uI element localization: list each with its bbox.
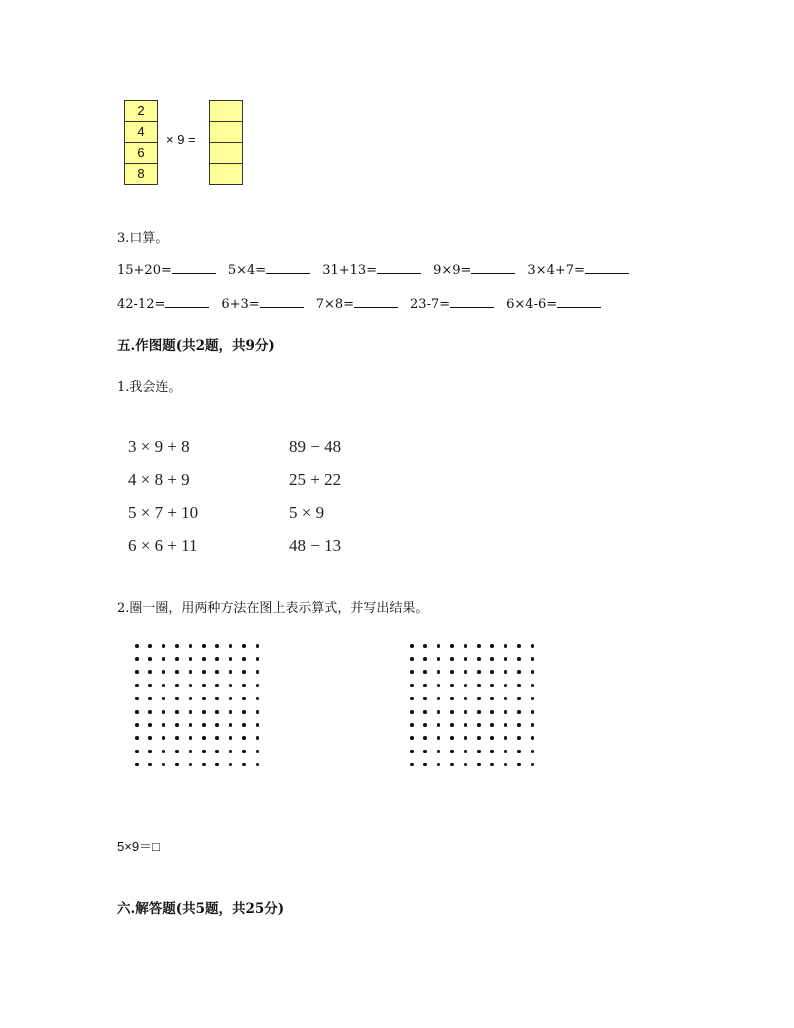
answer-blank[interactable] [354, 295, 398, 308]
dot [162, 684, 166, 688]
dot [464, 736, 468, 740]
dot [450, 644, 454, 648]
dot [256, 710, 260, 714]
dot [256, 657, 260, 661]
dot [189, 723, 193, 727]
dot [242, 697, 246, 701]
dot [135, 736, 139, 740]
dot [423, 657, 427, 661]
dot [477, 684, 481, 688]
dot [464, 710, 468, 714]
dot [175, 710, 179, 714]
dot [517, 723, 521, 727]
dot [148, 670, 152, 674]
left-cell: 6 [125, 143, 157, 164]
dot [189, 763, 193, 767]
dot [504, 657, 508, 661]
dot [423, 710, 427, 714]
dot [464, 723, 468, 727]
dot [148, 750, 152, 754]
dot [256, 670, 260, 674]
left-expression[interactable]: 3 × 9 + 8 [128, 437, 190, 456]
dot [517, 736, 521, 740]
dot [135, 763, 139, 767]
dot [189, 697, 193, 701]
dot [437, 750, 441, 754]
dot [256, 750, 260, 754]
dot [504, 710, 508, 714]
dot [410, 670, 414, 674]
dot [175, 670, 179, 674]
dot [423, 697, 427, 701]
dot [162, 670, 166, 674]
dot [504, 684, 508, 688]
left-cell: 8 [137, 166, 145, 181]
dot [162, 657, 166, 661]
dot [162, 723, 166, 727]
dot [202, 750, 206, 754]
dot [477, 750, 481, 754]
oral-expr: 31+13= [322, 263, 378, 278]
dot [490, 644, 494, 648]
answer-blank[interactable] [471, 261, 515, 274]
dot [162, 750, 166, 754]
dot [162, 697, 166, 701]
dot [202, 710, 206, 714]
dot [242, 710, 246, 714]
oral-expr: 15+20= [117, 263, 172, 278]
dot [135, 644, 139, 648]
dot [531, 684, 535, 688]
dot [229, 723, 233, 727]
dot [410, 723, 414, 727]
answer-cell[interactable] [210, 101, 242, 122]
dot [437, 736, 441, 740]
dot [148, 763, 152, 767]
dot [215, 763, 219, 767]
dot [464, 697, 468, 701]
dot [175, 723, 179, 727]
matching-title: 1.我会连。 [117, 380, 182, 395]
answer-blank[interactable] [260, 295, 304, 308]
dot [229, 736, 233, 740]
dot [477, 710, 481, 714]
dot [504, 750, 508, 754]
dot [531, 670, 535, 674]
dot [242, 736, 246, 740]
dot [410, 763, 414, 767]
oral-expr: 7×8= [315, 297, 355, 312]
answer-cell[interactable] [210, 143, 242, 164]
dot [189, 657, 193, 661]
dot [490, 657, 494, 661]
dot [135, 684, 139, 688]
dot [215, 644, 219, 648]
dot [162, 736, 166, 740]
dot [242, 684, 246, 688]
dot [531, 710, 535, 714]
dot [410, 644, 414, 648]
dot [410, 750, 414, 754]
dot [175, 697, 179, 701]
dot [531, 763, 535, 767]
dot [437, 657, 441, 661]
dot [437, 670, 441, 674]
dot [450, 697, 454, 701]
dot [490, 750, 494, 754]
dot [531, 750, 535, 754]
oral-expr: 6×4-6= [506, 297, 558, 312]
dot [189, 736, 193, 740]
dot-grid-left[interactable] [135, 644, 259, 766]
dot [450, 684, 454, 688]
dot [504, 736, 508, 740]
dot [242, 723, 246, 727]
oral-expr: 42-12= [117, 297, 166, 312]
dot [162, 710, 166, 714]
dot [410, 710, 414, 714]
dot [202, 657, 206, 661]
dot [477, 723, 481, 727]
dot [504, 670, 508, 674]
dot [517, 657, 521, 661]
dot [490, 670, 494, 674]
dot [189, 710, 193, 714]
dot [175, 684, 179, 688]
right-expression[interactable]: 48 − 13 [289, 536, 342, 555]
dot [531, 657, 535, 661]
dot [215, 684, 219, 688]
oral-expr: 9×9= [433, 263, 472, 278]
dot [477, 736, 481, 740]
dot [135, 710, 139, 714]
dot [464, 657, 468, 661]
dot [423, 670, 427, 674]
dot [202, 644, 206, 648]
answer-cell[interactable] [210, 122, 242, 143]
dot [504, 723, 508, 727]
left-expression[interactable]: 6 × 6 + 11 [128, 536, 198, 555]
dot [490, 697, 494, 701]
dot [531, 736, 535, 740]
dot [490, 736, 494, 740]
dot [437, 644, 441, 648]
dot [148, 657, 152, 661]
dot [531, 697, 535, 701]
dot [148, 644, 152, 648]
dot [202, 697, 206, 701]
dot [229, 710, 233, 714]
oral-expr: 5×4= [227, 263, 267, 278]
dot [437, 684, 441, 688]
dot [148, 710, 152, 714]
dot [215, 750, 219, 754]
dot [517, 684, 521, 688]
dot [202, 670, 206, 674]
dot [504, 763, 508, 767]
dot [437, 723, 441, 727]
dot [423, 644, 427, 648]
dot [477, 657, 481, 661]
dot [189, 684, 193, 688]
dot [517, 763, 521, 767]
dot [531, 644, 535, 648]
answer-blank[interactable] [450, 295, 494, 308]
dot [229, 684, 233, 688]
dot [242, 670, 246, 674]
dot [490, 710, 494, 714]
dot [477, 697, 481, 701]
dot [215, 736, 219, 740]
dot [229, 670, 233, 674]
dot [410, 736, 414, 740]
dot [242, 750, 246, 754]
oral-expr: 3×4+7= [527, 263, 585, 278]
dot [504, 644, 508, 648]
dot [450, 750, 454, 754]
dot [175, 657, 179, 661]
dot [175, 644, 179, 648]
answer-blank[interactable] [165, 295, 209, 308]
dot [490, 684, 494, 688]
right-expression[interactable]: 89 − 48 [289, 437, 342, 456]
dot [215, 710, 219, 714]
dot [437, 697, 441, 701]
dot [175, 750, 179, 754]
dot [450, 723, 454, 727]
dot [450, 710, 454, 714]
dot [202, 684, 206, 688]
dot [450, 657, 454, 661]
dot [242, 763, 246, 767]
dot [242, 644, 246, 648]
oral-calc-title: 3.口算。 [117, 231, 169, 246]
dot [242, 657, 246, 661]
oral-row-1 [117, 261, 629, 278]
dot [410, 684, 414, 688]
oral-expr: 23-7= [410, 297, 451, 312]
dot [410, 657, 414, 661]
answer-blank[interactable] [585, 261, 629, 274]
answer-column [209, 100, 243, 185]
dot [162, 763, 166, 767]
dot [504, 697, 508, 701]
times-operator: × 9 = [166, 132, 196, 147]
dot [189, 750, 193, 754]
dot [477, 644, 481, 648]
dot [215, 697, 219, 701]
answer-blank[interactable] [172, 261, 216, 274]
dot [229, 697, 233, 701]
dot [517, 644, 521, 648]
dot [215, 723, 219, 727]
dot [517, 710, 521, 714]
dot [229, 750, 233, 754]
dot [148, 684, 152, 688]
dot [135, 723, 139, 727]
dot [256, 697, 260, 701]
dot [135, 670, 139, 674]
dot [189, 670, 193, 674]
dot [135, 657, 139, 661]
dot [517, 750, 521, 754]
answer-blank[interactable] [266, 261, 310, 274]
section-5-heading: 五.作图题(共2题，共9分) [117, 338, 275, 354]
dot [189, 644, 193, 648]
dot [215, 657, 219, 661]
dot [256, 763, 260, 767]
dot [135, 697, 139, 701]
dot [215, 670, 219, 674]
dot-grid-right[interactable] [410, 644, 534, 766]
dot [202, 723, 206, 727]
dot [423, 684, 427, 688]
dot [490, 763, 494, 767]
left-cell: 4 [125, 122, 157, 143]
dot [517, 697, 521, 701]
dot [423, 750, 427, 754]
dot [423, 736, 427, 740]
dot [450, 670, 454, 674]
dot [531, 723, 535, 727]
dot [477, 763, 481, 767]
dot [423, 723, 427, 727]
dot [256, 644, 260, 648]
dot [256, 736, 260, 740]
dot [135, 750, 139, 754]
answer-cell[interactable] [210, 164, 242, 184]
dot [229, 763, 233, 767]
dot [202, 736, 206, 740]
dot [437, 763, 441, 767]
dot [175, 763, 179, 767]
dot [256, 723, 260, 727]
dot [464, 684, 468, 688]
dot [148, 736, 152, 740]
dot [477, 670, 481, 674]
dot [517, 670, 521, 674]
dot [148, 723, 152, 727]
dot [202, 763, 206, 767]
oral-expr: 6+3= [221, 297, 260, 312]
dot [410, 697, 414, 701]
dot [229, 644, 233, 648]
dot [437, 710, 441, 714]
dot [450, 763, 454, 767]
dot [490, 723, 494, 727]
dot [464, 750, 468, 754]
right-expression[interactable]: 25 + 22 [289, 470, 342, 489]
left-cell: 2 [125, 101, 157, 122]
dot [175, 736, 179, 740]
dot [464, 670, 468, 674]
left-expression[interactable]: 5 × 7 + 10 [128, 503, 199, 522]
right-expression[interactable]: 5 × 9 [289, 503, 325, 522]
dot [229, 657, 233, 661]
dot [423, 763, 427, 767]
dot [148, 697, 152, 701]
left-number-column [124, 100, 158, 185]
section-6-heading: 六.解答题(共5题，共25分) [117, 901, 285, 917]
answer-blank[interactable] [557, 295, 601, 308]
dot [464, 763, 468, 767]
oral-row-2 [117, 295, 601, 312]
dot [464, 644, 468, 648]
equation-line[interactable]: 5×9＝□ [117, 839, 160, 854]
dot [256, 684, 260, 688]
circle-question-title: 2.圈一圈，用两种方法在图上表示算式，并写出结果。 [117, 601, 429, 616]
answer-blank[interactable] [377, 261, 421, 274]
dot [162, 644, 166, 648]
dot [450, 736, 454, 740]
left-expression[interactable]: 4 × 8 + 9 [128, 470, 190, 489]
